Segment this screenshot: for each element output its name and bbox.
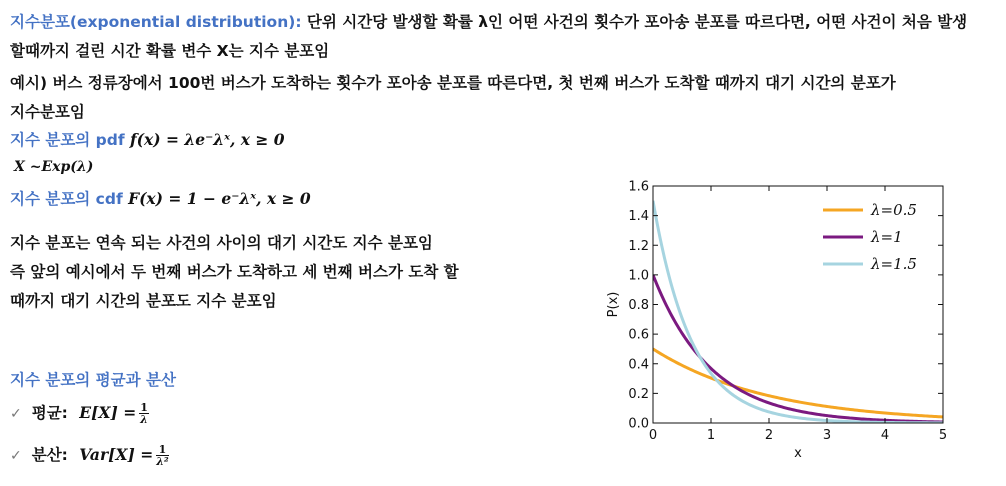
pdf-label: 지수 분포의 pdf: [10, 131, 130, 149]
variance-expression: Var[X] =: [79, 445, 154, 464]
y-tick-label: 0.0: [628, 416, 649, 432]
variance-denominator: λ²: [156, 455, 169, 468]
y-tick-label: 1.2: [628, 238, 649, 254]
x-tick-label: 2: [764, 428, 774, 443]
intro-line-2: 할때까지 걸린 시간 확률 변수 X는 지수 분포임: [10, 42, 330, 60]
mean-fraction: [139, 402, 149, 425]
variance-fraction: [156, 444, 169, 467]
mean-expression: E[X] =: [79, 403, 137, 422]
mean-row: [10, 401, 149, 425]
x-tick-label: 1: [706, 428, 716, 443]
y-tick-label: 1.4: [628, 209, 649, 225]
pdf-line: [10, 128, 285, 150]
y-tick-label: 1.6: [628, 179, 649, 195]
y-tick-label: 0.6: [628, 327, 649, 343]
paragraph-line-2: 즉 앞의 예시에서 두 번째 버스가 도착하고 세 번째 버스가 도착 할: [10, 263, 459, 281]
exp-notation: X ~Exp(λ): [14, 159, 94, 175]
cdf-label: 지수 분포의 cdf: [10, 190, 129, 208]
x-tick-label: 0: [648, 428, 658, 443]
mean-numerator: 1: [140, 401, 148, 414]
y-tick-label: 0.8: [628, 298, 649, 313]
legend-label-1: λ=1: [871, 228, 903, 246]
check-icon: ✓: [10, 406, 22, 422]
series-line-0: [653, 349, 943, 417]
x-tick-label: 5: [938, 428, 948, 443]
mean-variance-title: 지수 분포의 평균과 분산: [10, 371, 176, 389]
variance-numerator: 1: [156, 444, 169, 456]
definition-text: 단위 시간당 발생할 확률 λ인 어떤 사건의 횟수가 포아송 분포를 따르다면, 어떤 사건이 처음 발생: [301, 13, 968, 31]
definition-title: 지수분포(exponential distribution):: [10, 13, 302, 31]
cdf-formula: F(x) = 1 − e⁻λˣ, x ≥ 0: [128, 189, 311, 208]
pdf-formula: f(x) = λe⁻λˣ, x ≥ 0: [130, 130, 285, 149]
cdf-line: [10, 187, 311, 209]
y-tick-label: 0.4: [628, 357, 649, 373]
paragraph-line-3: 때까지 대기 시간의 분포도 지수 분포임: [10, 292, 277, 310]
y-axis-label: P(x): [606, 291, 621, 318]
legend-label-0: λ=0.5: [871, 201, 917, 219]
example-line-1: 예시) 버스 정류장에서 100번 버스가 도착하는 횟수가 포아송 분포를 따른다면, 첫 번째 버스가 도착할 때까지 대기 시간의 분포가: [10, 74, 896, 92]
variance-row: [10, 443, 169, 467]
legend-label-2: λ=1.5: [871, 255, 917, 273]
x-tick-label: 4: [880, 428, 890, 443]
y-tick-label: 1.0: [628, 268, 649, 284]
mean-denominator: λ: [140, 413, 148, 426]
example-line-2: 지수분포임: [10, 103, 85, 121]
x-tick-label: 3: [822, 428, 832, 443]
exponential-pdf-chart: [600, 178, 960, 468]
mean-label: 평균:: [31, 404, 68, 422]
variance-label: 분산:: [31, 446, 68, 464]
check-icon: ✓: [10, 448, 22, 464]
x-axis-label: x: [794, 446, 802, 461]
paragraph-line-1: 지수 분포는 연속 되는 사건의 사이의 대기 시간도 지수 분포임: [10, 234, 433, 252]
y-tick-label: 0.2: [628, 386, 649, 402]
intro-line-1: [10, 10, 967, 32]
plot-frame: [653, 186, 943, 423]
